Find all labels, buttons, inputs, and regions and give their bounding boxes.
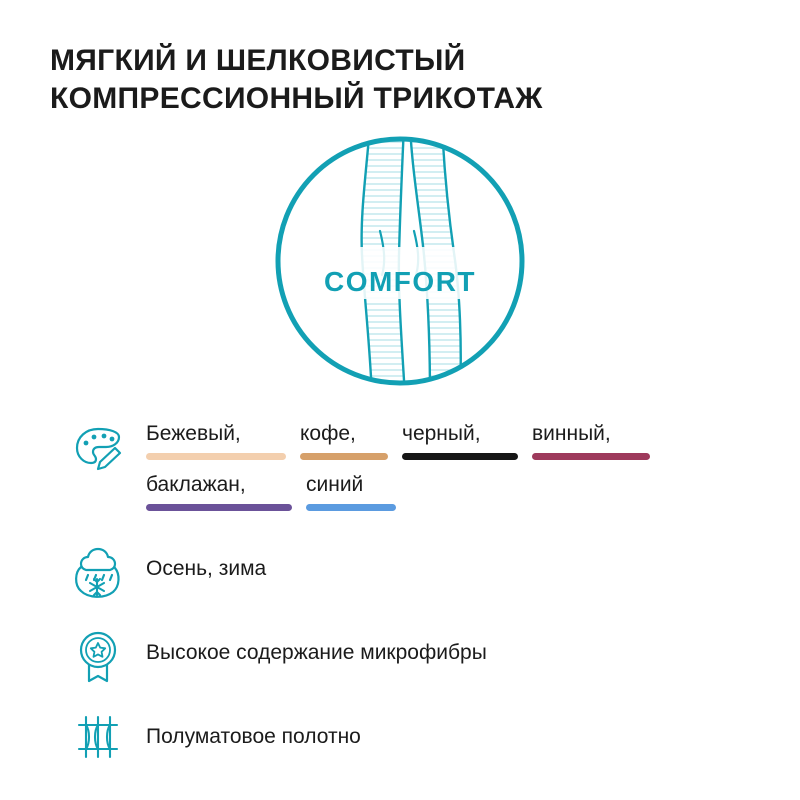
page-title-line-1: МЯГКИЙ И ШЕЛКОВИСТЫЙ <box>50 44 466 77</box>
color-item <box>306 472 396 511</box>
feature-microfiber-text: Высокое содержание микрофибры <box>146 641 487 665</box>
color-swatch-wine <box>532 453 650 460</box>
feature-microfiber <box>50 623 750 687</box>
feature-colors <box>50 419 750 511</box>
feature-fabric-text: Полуматовое полотно <box>146 725 361 749</box>
color-swatch-eggplant <box>146 504 292 511</box>
feature-season-text: Осень, зима <box>146 557 267 581</box>
color-name: винный, <box>532 421 611 445</box>
color-name: синий <box>306 472 364 496</box>
season-cloud-snowflake-icon <box>70 541 126 603</box>
color-line-1 <box>146 421 750 460</box>
quality-icon-cell <box>50 623 146 687</box>
hero-illustration <box>50 135 750 403</box>
color-name: баклажан, <box>146 472 246 496</box>
color-name: Бежевый, <box>146 421 241 445</box>
feature-list <box>50 419 750 765</box>
palette-icon <box>70 421 126 477</box>
page-title-line-2: КОМПРЕССИОННЫЙ ТРИКОТАЖ <box>50 82 543 116</box>
color-item <box>532 421 650 460</box>
page-title <box>50 42 750 119</box>
feature-season <box>50 539 750 603</box>
color-item <box>146 421 286 460</box>
color-list <box>146 419 750 511</box>
fabric-icon-cell <box>50 707 146 765</box>
feature-fabric <box>50 707 750 765</box>
legs-knitwear-icon <box>274 135 526 387</box>
color-swatch-blue <box>306 504 396 511</box>
comfort-badge-label: COMFORT <box>323 265 477 297</box>
color-name: черный, <box>402 421 481 445</box>
color-item <box>300 421 388 460</box>
fabric-weave-icon <box>70 709 126 765</box>
season-icon-cell <box>50 539 146 603</box>
palette-icon-cell <box>50 419 146 477</box>
color-swatch-coffee <box>300 453 388 460</box>
color-item <box>146 472 292 511</box>
color-swatch-beige <box>146 453 286 460</box>
quality-medal-icon <box>70 625 126 687</box>
color-item <box>402 421 518 460</box>
color-line-2 <box>146 472 750 511</box>
color-swatch-black <box>402 453 518 460</box>
color-name: кофе, <box>300 421 356 445</box>
